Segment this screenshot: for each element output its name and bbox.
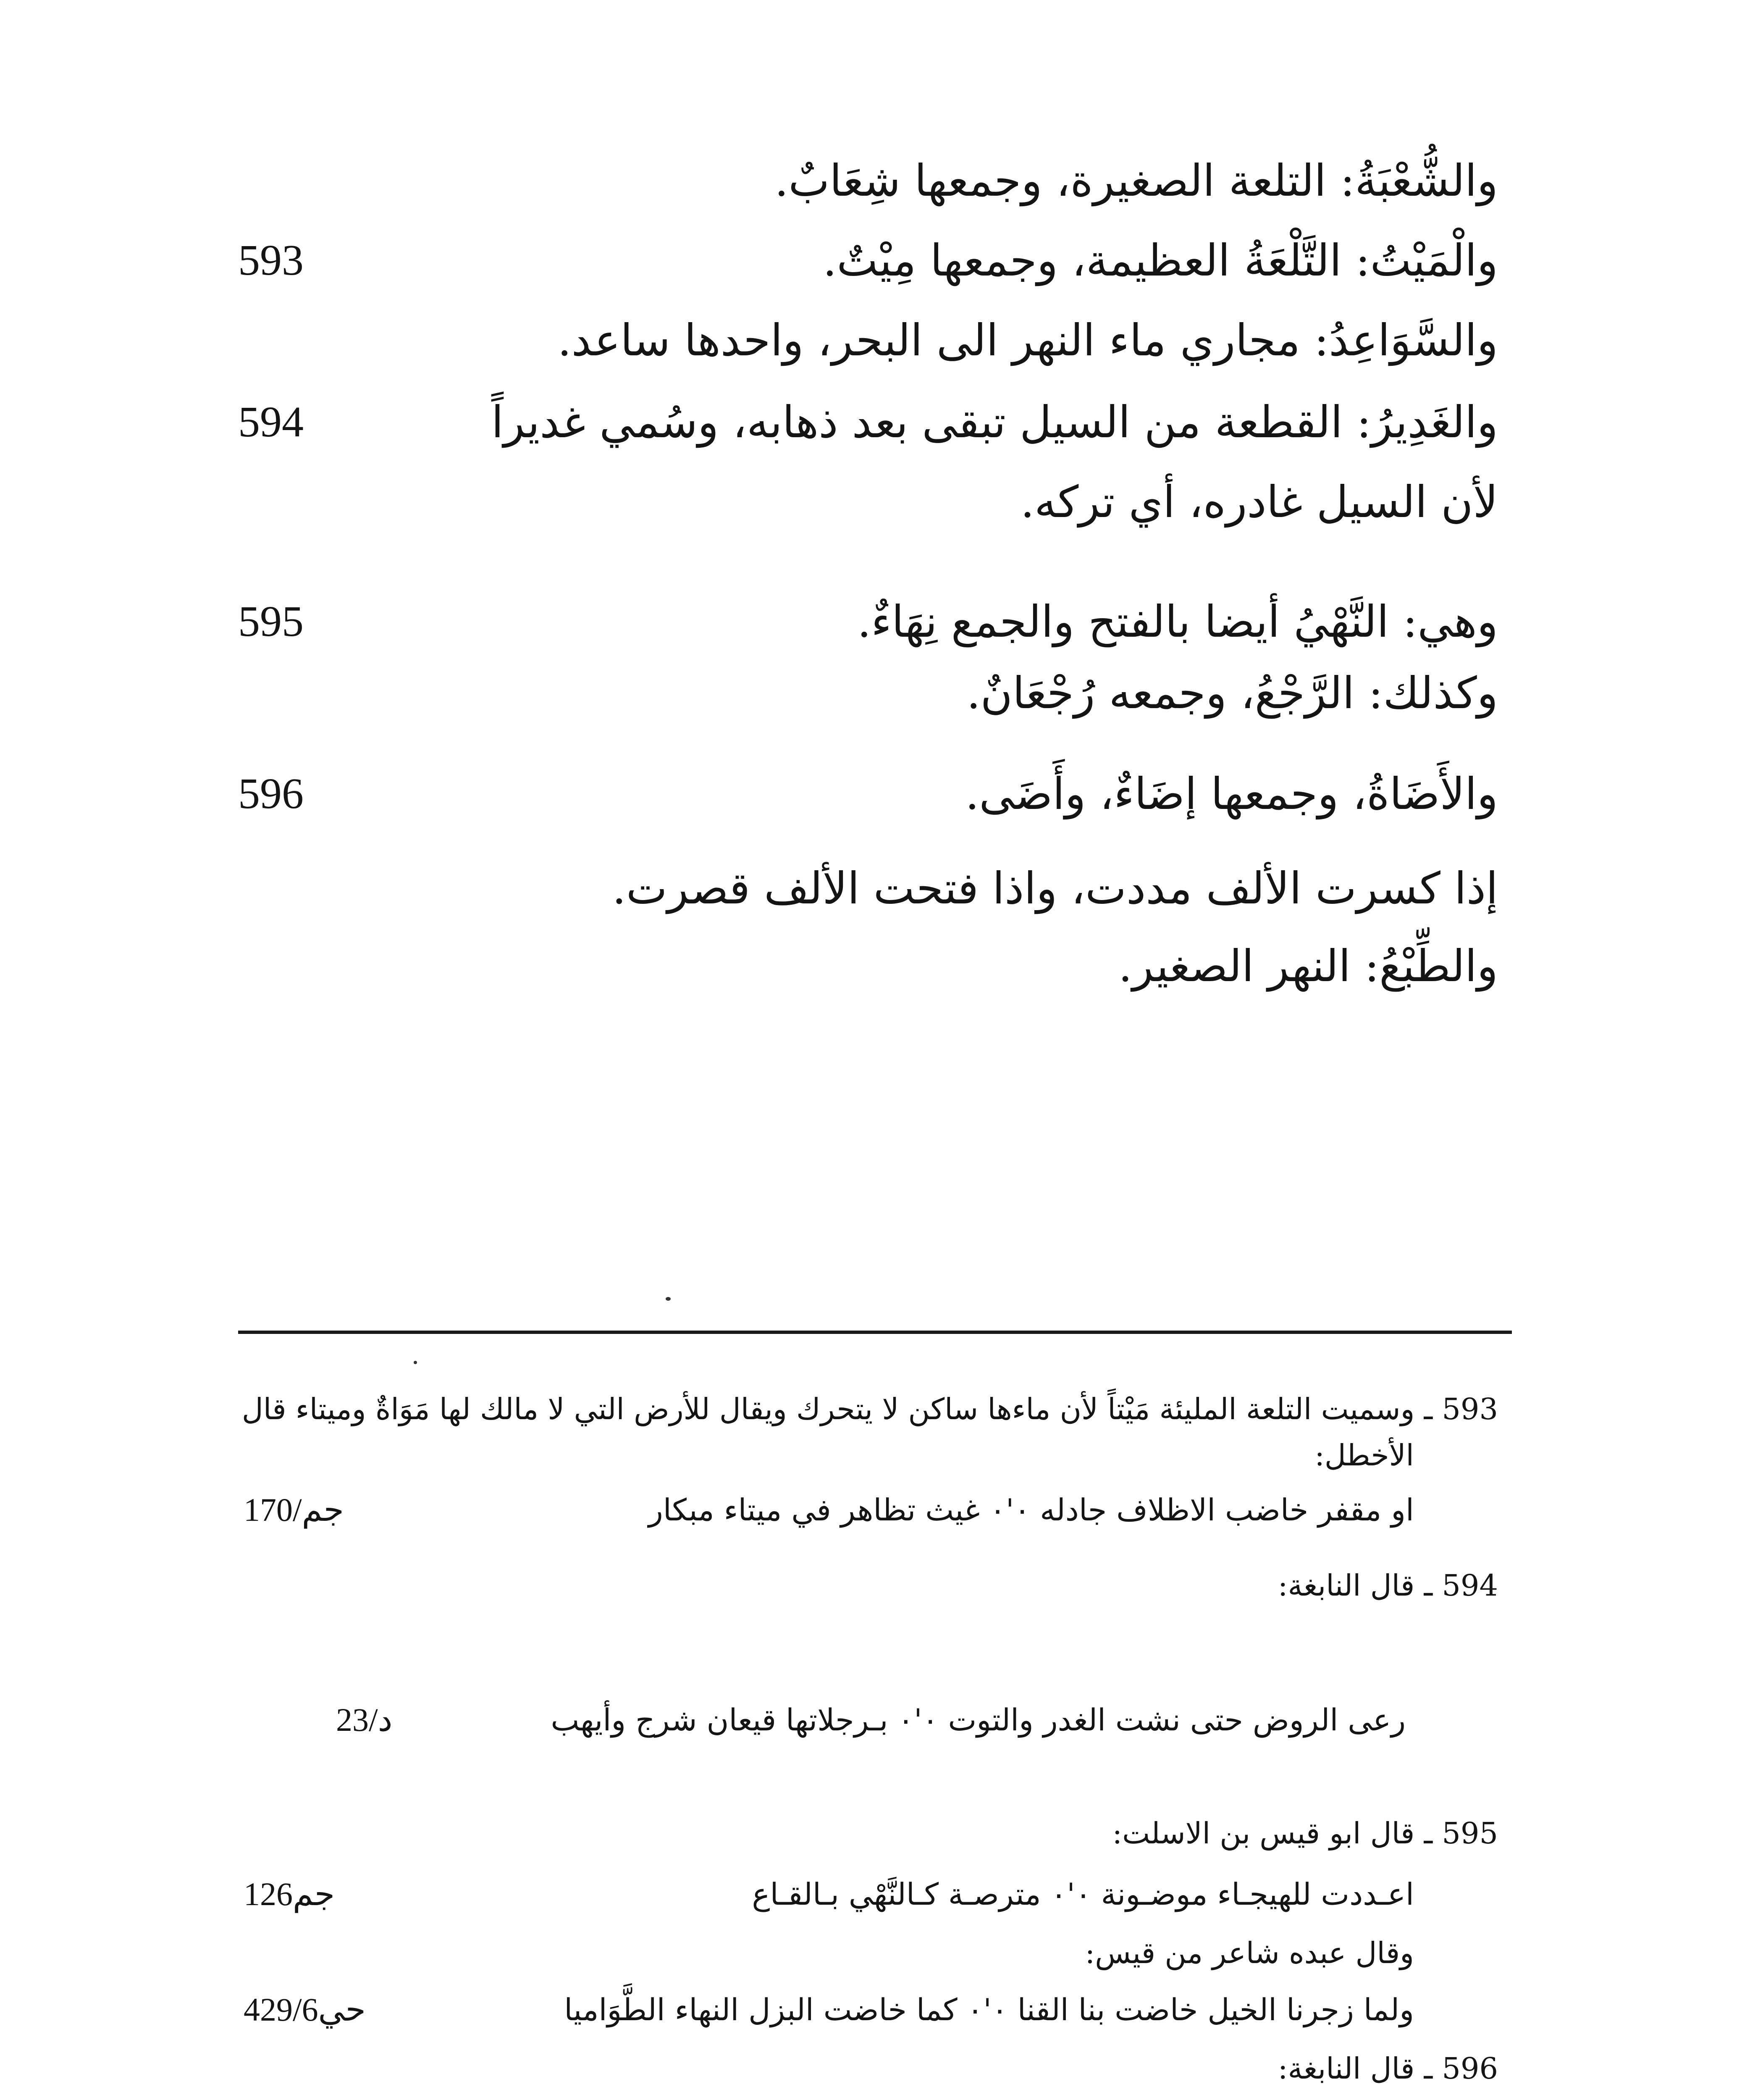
main-line-8: والأَضَاةُ، وجمعها إضَاءٌ، وأَضَى.: [965, 768, 1498, 819]
footnote-rule: [238, 1331, 1512, 1334]
main-line-10: والطِّبْعُ: النهر الصغير.: [1118, 940, 1498, 992]
main-line-1: والشُّعْبَةُ: التلعة الصغيرة، وجمعها شِعَابٌ.: [774, 155, 1498, 206]
footnote-593-line-2: الأخطل:: [1314, 1438, 1414, 1473]
footnote-594-line-1: 594 ـ قال النابغة:: [1278, 1568, 1498, 1603]
footnote-595-ref-2: حي429/6: [244, 1991, 366, 2028]
scan-speck: [414, 1361, 417, 1364]
entry-number-593: 593: [238, 236, 304, 284]
main-line-3: والسَّوَاعِدُ: مجاري ماء النهر الى البحر، واحدها ساعد.: [557, 315, 1498, 366]
entry-number-595: 595: [238, 597, 304, 646]
footnote-596-line-1: 596 ـ قال النابغة:: [1278, 2051, 1498, 2086]
footnote-593-verse: او مقفر خاضب الاظلاف جادله ٠'٠ غيث تظاهر في ميتاء مبكار: [648, 1492, 1414, 1528]
footnote-595-line-1: 595 ـ قال ابو قيس بن الاسلت:: [1112, 1816, 1498, 1851]
footnote-595-ref-1: جم126: [244, 1876, 335, 1912]
footnote-593-ref: جم/170: [244, 1491, 344, 1528]
entry-number-594: 594: [238, 398, 304, 446]
entry-number-596: 596: [238, 769, 304, 818]
scan-speck: [666, 1297, 671, 1301]
footnote-595-verse-1: اعـددت للهيجـاء موضـونة ٠'٠ مترصـة كـالنَّهْي بـالقـاع: [752, 1877, 1414, 1912]
main-line-9: إذا كسرت الألف مددت، واذا فتحت الألف قصرت.: [612, 863, 1498, 914]
main-line-4: والغَدِيرُ: القطعة من السيل تبقى بعد ذهابه، وسُمي غديراً: [491, 396, 1498, 448]
footnote-594-ref: د/23: [336, 1701, 393, 1738]
footnote-593-line-1: 593 ـ وسميت التلعة المليئة مَيْتاً لأن ماءها ساكن لا يتحرك ويقال للأرض التي لا مالك لها مَوَاةٌ وميتاء قال: [241, 1392, 1498, 1426]
footnote-594-verse: رعى الروض حتى نشت الغدر والتوت ٠'٠ بـرجلاتها قيعان شرج وأيهب: [551, 1702, 1406, 1738]
main-line-5: لأن السيل غادره، أي تركه.: [1020, 476, 1498, 528]
footnote-595-verse-2: ولما زجرنا الخيل خاضت بنا القنا ٠'٠ كما خاضت البزل النهاء الطَّوَاميا: [564, 1992, 1414, 2027]
footnote-595-line-2: وقال عبده شاعر من قيس:: [1085, 1936, 1414, 1970]
main-line-6: وهي: النَّهْيُ أيضا بالفتح والجمع نِهَاءٌ.: [857, 596, 1498, 647]
main-line-2: والْمَيْتُ: التَّلْعَةُ العظيمة، وجمعها مِيْتٌ.: [823, 235, 1498, 286]
main-line-7: وكذلك: الرَّجْعُ، وجمعه رُجْعَانٌ.: [966, 667, 1498, 719]
